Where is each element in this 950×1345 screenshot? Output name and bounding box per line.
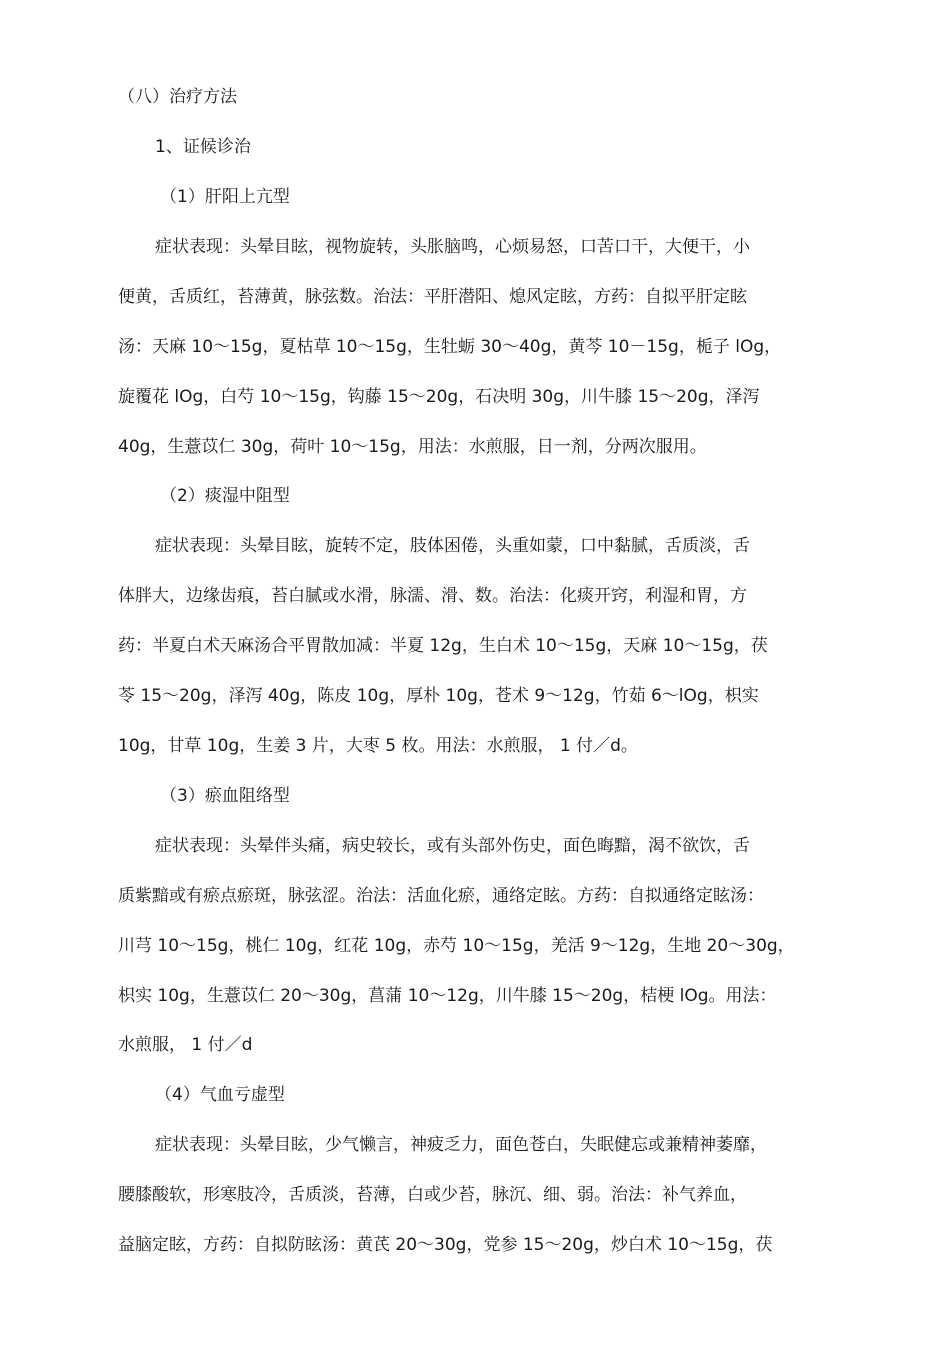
body-line: 汤：天麻 10～15g，夏枯草 10～15g，生牡蛎 30～40g，黄芩 10－15g，栀子 lOg，	[118, 337, 782, 357]
body-line: 腰膝酸软，形寒肢冷，舌质淡，苔薄，白或少苔，脉沉、细、弱。治法：补气养血，	[118, 1185, 747, 1205]
body-line: 症状表现：头晕伴头痛，病史较长，或有头部外伤史，面色晦黯，渴不欲饮，舌	[155, 836, 750, 856]
body-line: 质紫黯或有瘀点瘀斑，脉弦涩。治法：活血化瘀，通络定眩。方药：自拟通络定眩汤：	[118, 886, 764, 906]
body-line: 药：半夏白术天麻汤合平胃散加减：半夏 12g，生白术 10～15g，天麻 10～15g，茯	[118, 636, 768, 656]
body-line: 症状表现：头晕目眩，旋转不定，肢体困倦，头重如蒙，口中黏腻，舌质淡，舌	[155, 536, 750, 556]
body-line: 枳实 10g，生薏苡仁 20～30g，菖蒲 10～12g，川牛膝 15～20g，桔梗 lOg。用法：	[118, 986, 777, 1006]
type-heading: （4）气血亏虚型	[155, 1085, 285, 1105]
type-heading: （2）痰湿中阻型	[160, 486, 290, 506]
body-line: 10g，甘草 10g，生姜 3 片，大枣 5 枚。用法：水煎服， 1 付／d。	[118, 736, 638, 756]
body-line: 益脑定眩，方药：自拟防眩汤：黄芪 20～30g，党参 15～20g，炒白术 10～15g，茯	[118, 1235, 773, 1255]
type-heading: （3）瘀血阻络型	[160, 786, 290, 806]
type-heading: （1）肝阳上亢型	[160, 187, 290, 207]
body-line: 川芎 10～15g，桃仁 10g，红花 10g，赤芍 10～15g，羌活 9～12g，生地 20～30g，	[118, 936, 795, 956]
body-line: 40g，生薏苡仁 30g，荷叶 10～15g，用法：水煎服，日一剂，分两次服用。	[118, 437, 707, 457]
section-heading: （八）治疗方法	[118, 87, 237, 107]
body-line: 体胖大，边缘齿痕，苔白腻或水滑，脉濡、滑、数。治法：化痰开窍，利湿和胃，方	[118, 586, 747, 606]
body-line: 苓 15～20g，泽泻 40g，陈皮 10g，厚朴 10g，苍术 9～12g，竹茹 6～lOg，枳实	[118, 686, 759, 706]
body-line: 旋覆花 lOg，白芍 10～15g，钩藤 15～20g，石决明 30g，川牛膝 15～20g，泽泻	[118, 387, 760, 407]
subsection-heading: 1、证候诊治	[155, 137, 251, 157]
body-line: 水煎服， 1 付／d	[118, 1035, 253, 1055]
body-line: 便黄，舌质红，苔薄黄，脉弦数。治法：平肝潜阳、熄风定眩，方药：自拟平肝定眩	[118, 287, 747, 307]
body-line: 症状表现：头晕目眩，少气懒言，神疲乏力，面色苍白，失眠健忘或兼精神萎靡，	[155, 1135, 767, 1155]
body-line: 症状表现：头晕目眩，视物旋转，头胀脑鸣，心烦易怒，口苦口干，大便干，小	[155, 237, 750, 257]
